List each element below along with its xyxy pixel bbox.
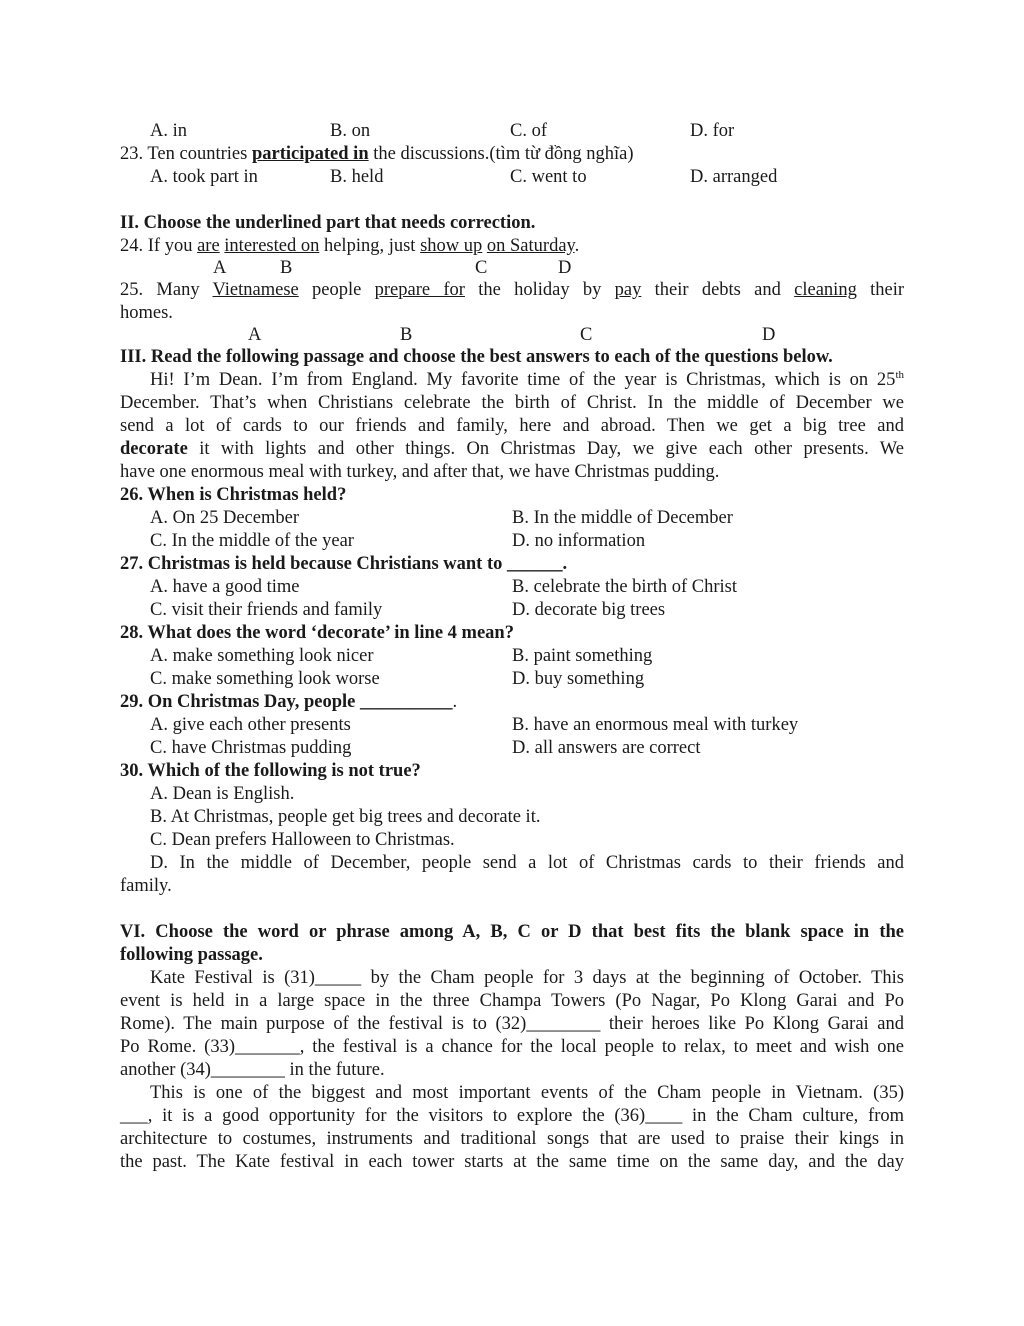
worksheet-page xyxy=(120,120,904,1174)
question-tail: . xyxy=(452,692,458,712)
q24-letter-d: D xyxy=(558,258,572,278)
question-29 xyxy=(120,691,904,714)
cloze-p2-line-3: architecture to costumes, instruments and traditional songs that are used to praise their kings in xyxy=(120,1129,904,1149)
q25-part-c: pay xyxy=(614,280,642,300)
cloze-p1-line-5: another (34)________ in the future. xyxy=(120,1060,385,1080)
question-27 xyxy=(120,553,904,576)
cloze-p2-line-1: This is one of the biggest and most important events of the Cham people in Vietnam. (35) xyxy=(150,1083,904,1103)
question-block xyxy=(120,622,904,691)
q23-question xyxy=(120,143,904,166)
q24-letter-b: B xyxy=(280,258,293,278)
option-a: A. make something look nicer xyxy=(150,646,374,666)
option-b: B. have an enormous meal with turkey xyxy=(512,715,799,735)
option-d: D. buy something xyxy=(512,669,645,689)
question-text: 27. Christmas is held because Christians want to xyxy=(120,554,507,574)
q25-letter-b: B xyxy=(400,325,413,345)
q24-letter-c: C xyxy=(475,258,488,278)
q23-option-b: B. held xyxy=(330,167,384,187)
answer-blank: __________ xyxy=(360,692,453,712)
q24-text: helping, just xyxy=(319,236,421,256)
q24-part-c: show up xyxy=(420,236,483,256)
q24-letters xyxy=(120,258,904,279)
cloze-p2-line-4: the past. The Kate festival in each tower starts at the same time on the same day, and the day xyxy=(120,1152,904,1172)
mcq-questions xyxy=(120,484,904,760)
answer-blank: ______. xyxy=(506,554,568,574)
q25-letters xyxy=(120,325,904,346)
passage-line-1 xyxy=(120,369,904,392)
q23-option-a: A. took part in xyxy=(150,167,258,187)
cloze-p1-line-1: Kate Festival is (31)_____ by the Cham people for 3 days at the beginning of October. This xyxy=(150,968,904,988)
options-row xyxy=(120,576,904,599)
question-block xyxy=(120,553,904,622)
passage-text: Hi! I’m Dean. I’m from England. My favorite time of the year is Christmas, which is on 25 xyxy=(150,370,896,390)
passage-bold-word: decorate xyxy=(120,439,188,459)
q25-text: 25. Many xyxy=(120,280,213,300)
cloze-p2-line-2: ___, it is a good opportunity for the visitors to explore the (36)____ in the Cham culture, from xyxy=(120,1106,904,1126)
option-b: B. celebrate the birth of Christ xyxy=(512,577,738,597)
question-28 xyxy=(120,622,904,645)
q25-text: their debts and xyxy=(641,280,795,300)
options-row xyxy=(120,530,904,553)
passage-line-5: have one enormous meal with turkey, and after that, we have Christmas pudding. xyxy=(120,462,720,482)
q30-option-d: D. In the middle of December, people send a lot of Christmas cards to their friends and xyxy=(150,853,904,873)
section-3-heading: III. Read the following passage and choose the best answers to each of the questions below. xyxy=(120,347,833,367)
option-a: A. On 25 December xyxy=(150,508,299,528)
q30-option-b: B. At Christmas, people get big trees and decorate it. xyxy=(150,807,541,827)
option-a: A. have a good time xyxy=(150,577,300,597)
question-block xyxy=(120,484,904,553)
option-b: B. In the middle of December xyxy=(512,508,733,528)
options-row xyxy=(120,714,904,737)
q24-text: 24. If you xyxy=(120,236,198,256)
options-row xyxy=(120,599,904,622)
section-6-heading: VI. Choose the word or phrase among A, B, C or D that best fits the blank space in the xyxy=(120,922,904,942)
q30-option-d-cont: family. xyxy=(120,876,172,896)
option-a: A. give each other presents xyxy=(150,715,351,735)
q22-option-a: A. in xyxy=(150,121,187,141)
ordinal-suffix: th xyxy=(895,368,904,381)
q24-part-b: interested on xyxy=(224,236,320,256)
section-2-heading: II. Choose the underlined part that needs correction. xyxy=(120,213,536,233)
passage-text: it with lights and other things. On Christmas Day, we give each other presents. We xyxy=(187,439,904,459)
option-d: D. decorate big trees xyxy=(512,600,666,620)
option-d: D. no information xyxy=(512,531,646,551)
q25-letter-c: C xyxy=(580,325,593,345)
q25-text: their xyxy=(856,280,905,300)
q25-sentence xyxy=(120,279,904,302)
q25-letter-a: A xyxy=(248,325,262,345)
cloze-p1-line-3: Rome). The main purpose of the festival is to (32)________ their heroes like Po Klong Garai and xyxy=(120,1014,904,1034)
option-d: D. all answers are correct xyxy=(512,738,701,758)
q25-text: people xyxy=(298,280,375,300)
q24-text: . xyxy=(574,236,580,256)
options-row xyxy=(120,507,904,530)
question-26 xyxy=(120,484,904,507)
q23-option-d: D. arranged xyxy=(690,167,778,187)
cloze-p1-line-4: Po Rome. (33)_______, the festival is a chance for the local people to relax, to meet and wish one xyxy=(120,1037,904,1057)
q25-part-a: Vietnamese xyxy=(212,280,299,300)
cloze-p1-line-2: event is held in a large space in the three Champa Towers (Po Nagar, Po Klong Garai and Po xyxy=(120,991,904,1011)
q24-part-a: are xyxy=(197,236,220,256)
question-block xyxy=(120,691,904,760)
passage-line-4 xyxy=(120,438,904,461)
option-c: C. have Christmas pudding xyxy=(150,738,352,758)
option-c: C. make something look worse xyxy=(150,669,380,689)
option-c: C. visit their friends and family xyxy=(150,600,383,620)
q23-number: 23. Ten countries xyxy=(120,144,252,164)
options-row xyxy=(120,668,904,691)
question-30: 30. Which of the following is not true? xyxy=(120,761,421,781)
q30-option-a: A. Dean is English. xyxy=(150,784,295,804)
q22-option-b: B. on xyxy=(330,121,371,141)
q24-sentence xyxy=(120,235,904,258)
q23-options xyxy=(120,166,904,189)
q22-option-c: C. of xyxy=(510,121,547,141)
passage-line-3: send a lot of cards to our friends and family, here and abroad. Then we get a big tree and xyxy=(120,416,904,436)
q22-options xyxy=(120,120,904,143)
q25-continuation: homes. xyxy=(120,303,173,323)
q25-part-d: cleaning xyxy=(794,280,857,300)
section-6-heading-cont: following passage. xyxy=(120,945,263,965)
q24-letter-a: A xyxy=(213,258,227,278)
q23-rest: the discussions.(tìm từ đồng nghĩa) xyxy=(368,144,634,164)
passage-line-2: December. That’s when Christians celebrate the birth of Christ. In the middle of December we xyxy=(120,393,904,413)
question-text: 26. When is Christmas held? xyxy=(120,485,347,505)
q24-part-d: on Saturday xyxy=(486,236,575,256)
q30-option-c: C. Dean prefers Halloween to Christmas. xyxy=(150,830,455,850)
option-c: C. In the middle of the year xyxy=(150,531,354,551)
q25-letter-d: D xyxy=(762,325,776,345)
options-row xyxy=(120,737,904,760)
q23-target-phrase: participated in xyxy=(251,144,369,164)
question-text: 28. What does the word ‘decorate’ in line 4 mean? xyxy=(120,623,514,643)
q25-part-b: prepare for xyxy=(374,280,465,300)
option-b: B. paint something xyxy=(512,646,653,666)
options-row xyxy=(120,645,904,668)
question-text: 29. On Christmas Day, people xyxy=(120,692,361,712)
q23-option-c: C. went to xyxy=(510,167,587,187)
q22-option-d: D. for xyxy=(690,121,735,141)
q25-text: the holiday by xyxy=(464,280,615,300)
